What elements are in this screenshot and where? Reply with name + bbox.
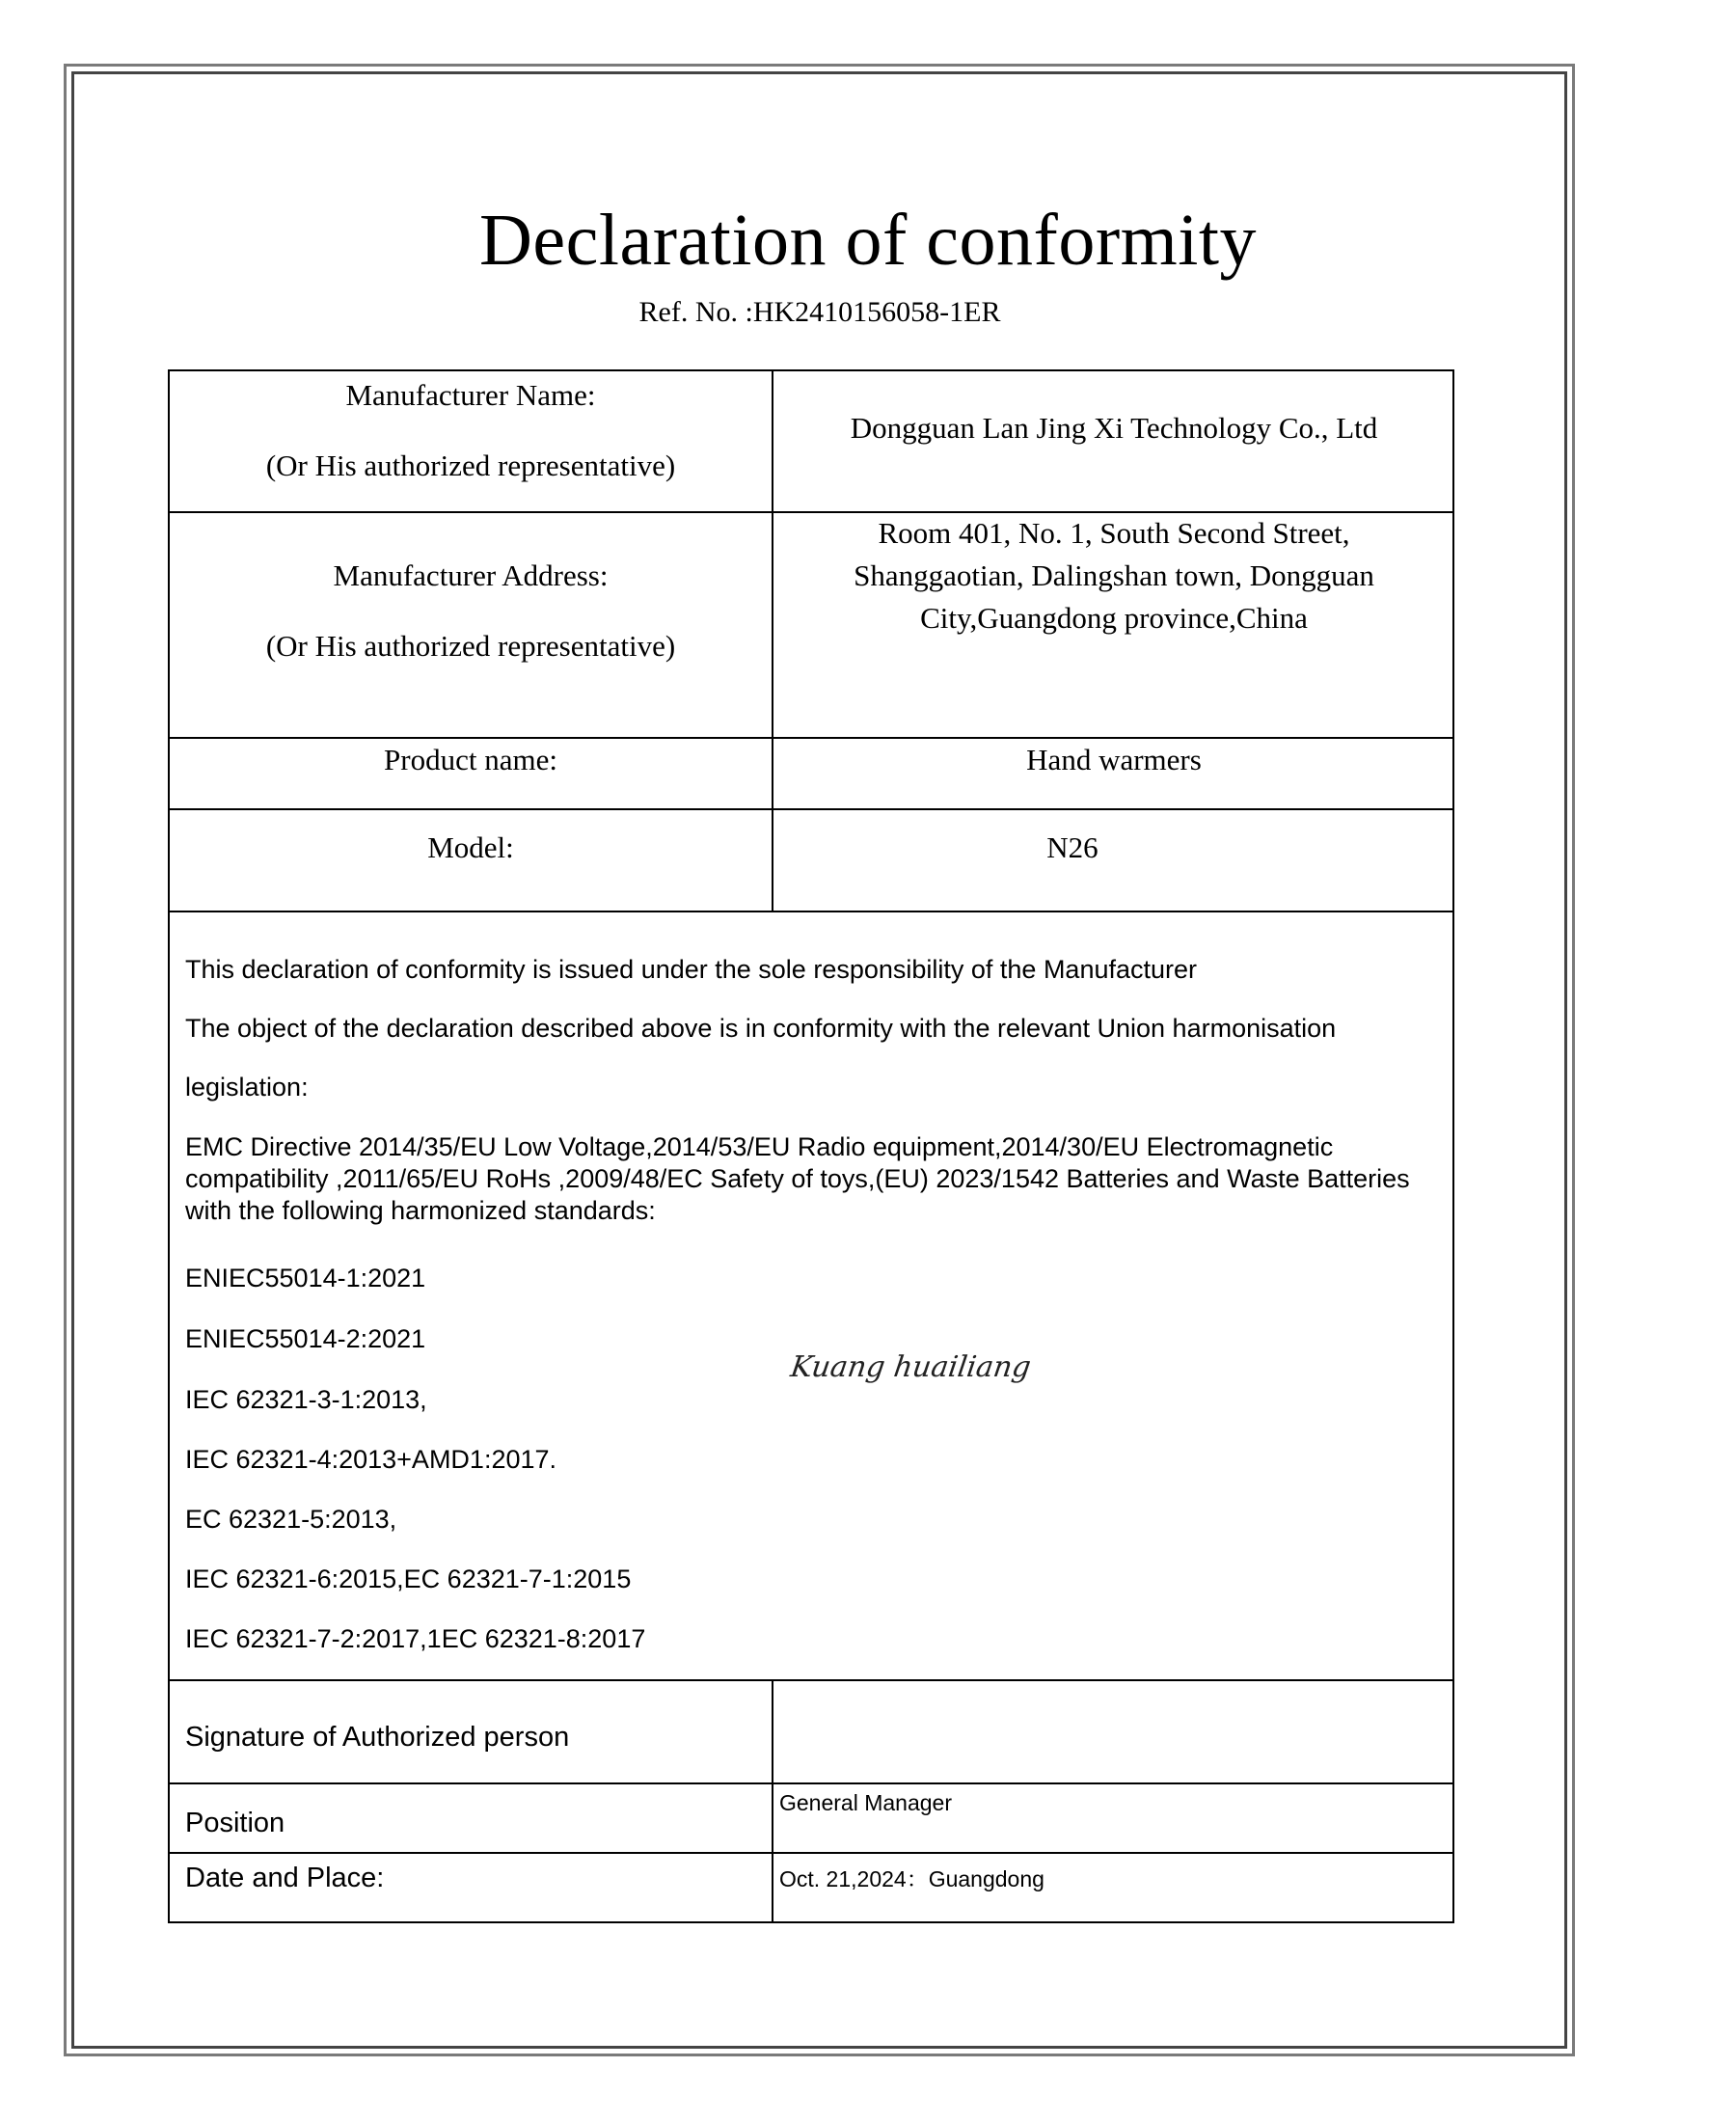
standard-item: IEC 62321-6:2015,EC 62321-7-1:2015 — [185, 1564, 632, 1593]
position-value: General Manager — [779, 1790, 952, 1815]
model-label: Model: — [427, 830, 514, 864]
standard-item: IEC 62321-3-1:2013, — [185, 1385, 427, 1414]
document-title: Declaration of conformity — [479, 200, 1257, 281]
manufacturer-name: Dongguan Lan Jing Xi Technology Co., Ltd — [850, 411, 1378, 445]
declaration-table — [168, 369, 1454, 1923]
model-value: N26 — [1046, 830, 1099, 864]
reference-number: Ref. No. :HK2410156058-1ER — [638, 296, 1001, 328]
signature-glyphs: Kuang huailiang — [788, 1350, 1034, 1384]
standard-item: ENIEC55014-1:2021 — [185, 1264, 426, 1292]
manufacturer-name-label: Manufacturer Name: — [345, 378, 596, 412]
row-divider — [170, 808, 1452, 810]
address-line: Room 401, No. 1, South Second Street, — [878, 516, 1350, 550]
declaration-statement: legislation: — [185, 1073, 309, 1102]
manufacturer-address-label: Manufacturer Address: — [333, 558, 609, 592]
address-line: City,Guangdong province,China — [920, 601, 1308, 635]
signature-label: Signature of Authorized person — [185, 1722, 570, 1753]
date-place-label: Date and Place: — [185, 1863, 385, 1893]
directives-text: EMC Directive 2014/35/EU Low Voltage,2014/53/EU Radio equipment,2014/30/EU Electromagnetic compatibility ,2011/65/EU RoHs ,2009/48/EC Safety of toys,(EU) 2023/1542 Batteries and Waste Batteries with the following harmonized standards: — [185, 1132, 1410, 1225]
authorized-representative-note: (Or His authorized representative) — [265, 449, 676, 482]
position-label: Position — [185, 1808, 285, 1838]
row-divider — [170, 1679, 1452, 1681]
product-name-label: Product name: — [384, 743, 557, 776]
standard-item: EC 62321-5:2013, — [185, 1505, 397, 1534]
row-divider — [170, 911, 1452, 912]
row-divider — [170, 1852, 1452, 1854]
handwritten-signature — [617, 1326, 1034, 1394]
address-line: Shanggaotian, Dalingshan town, Dongguan — [854, 558, 1374, 592]
row-divider — [170, 1782, 1452, 1784]
product-name: Hand warmers — [1026, 743, 1202, 776]
column-divider — [772, 1679, 773, 1923]
date-place-value: Oct. 21,2024：Guangdong — [779, 1866, 1044, 1891]
declaration-statement: The object of the declaration described above is in conformity with the relevant Union harmonisation — [185, 1014, 1337, 1043]
authorized-representative-note: (Or His authorized representative) — [265, 629, 676, 663]
declaration-statement: This declaration of conformity is issued under the sole responsibility of the Manufacturer — [185, 955, 1198, 984]
standard-item: ENIEC55014-2:2021 — [185, 1324, 426, 1353]
standard-item: IEC 62321-7-2:2017,1EC 62321-8:2017 — [185, 1624, 646, 1653]
standard-item: IEC 62321-4:2013+AMD1:2017. — [185, 1445, 557, 1474]
